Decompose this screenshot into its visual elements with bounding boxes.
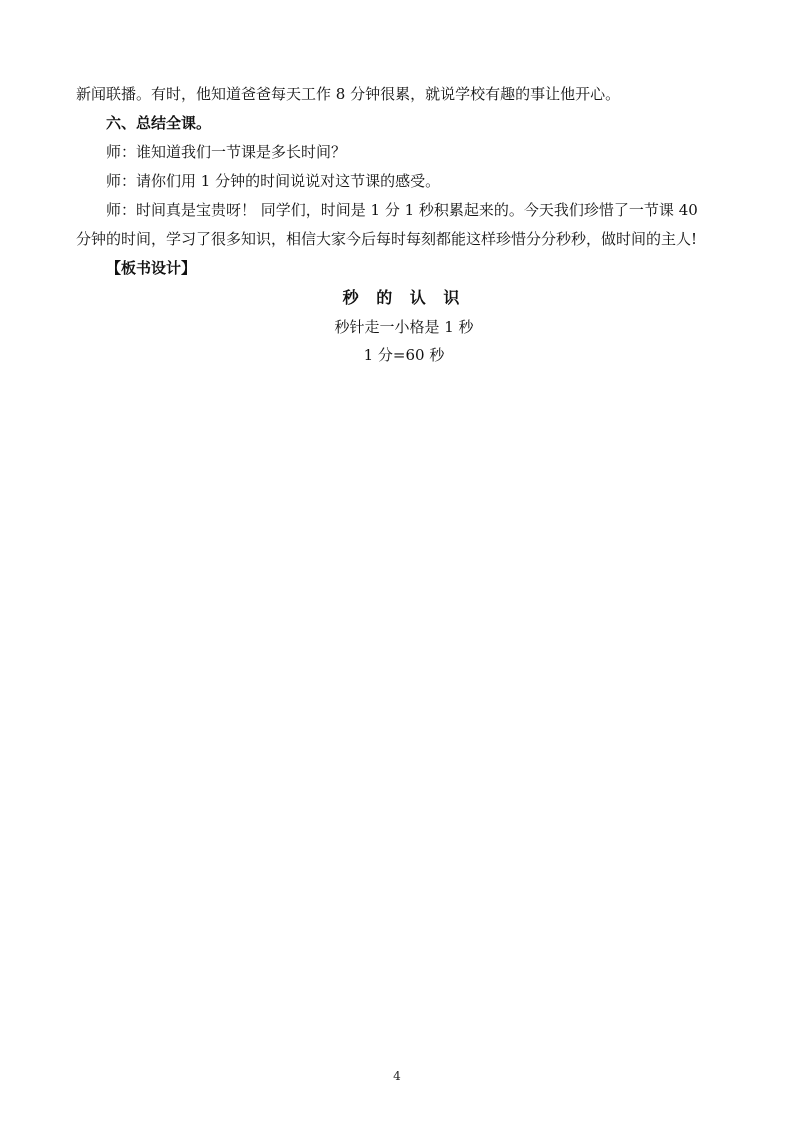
board-design	[88, 283, 720, 369]
paragraph-question-class-length: 师：谁知道我们一节课是多长时间？	[106, 143, 347, 161]
board-line-second-hand: 秒针走一小格是 1 秒	[334, 318, 474, 336]
page-content	[76, 80, 708, 369]
paragraph-feelings-prompt: 师：请你们用 1 分钟的时间说说对这节课的感受。	[106, 172, 441, 190]
board-design-heading: 【板书设计】	[106, 259, 197, 277]
board-title: 秒 的 认 识	[342, 288, 466, 307]
board-line-minute-seconds: 1 分=60 秒	[363, 346, 445, 364]
page-number: 4	[393, 1069, 401, 1083]
paragraph-news: 新闻联播。有时，他知道爸爸每天工作 8 分钟很累，就说学校有趣的事让他开心。	[76, 85, 621, 103]
section-heading-summary: 六、总结全课。	[106, 114, 212, 132]
paragraph-time-precious: 师：时间真是宝贵呀！ 同学们，时间是 1 分 1 秒积累起来的。今天我们珍惜了一节课 40 分钟的时间，学习了很多知识，相信大家今后每时每刻都能这样珍惜分分秒秒，做时间的主人!	[76, 201, 698, 248]
